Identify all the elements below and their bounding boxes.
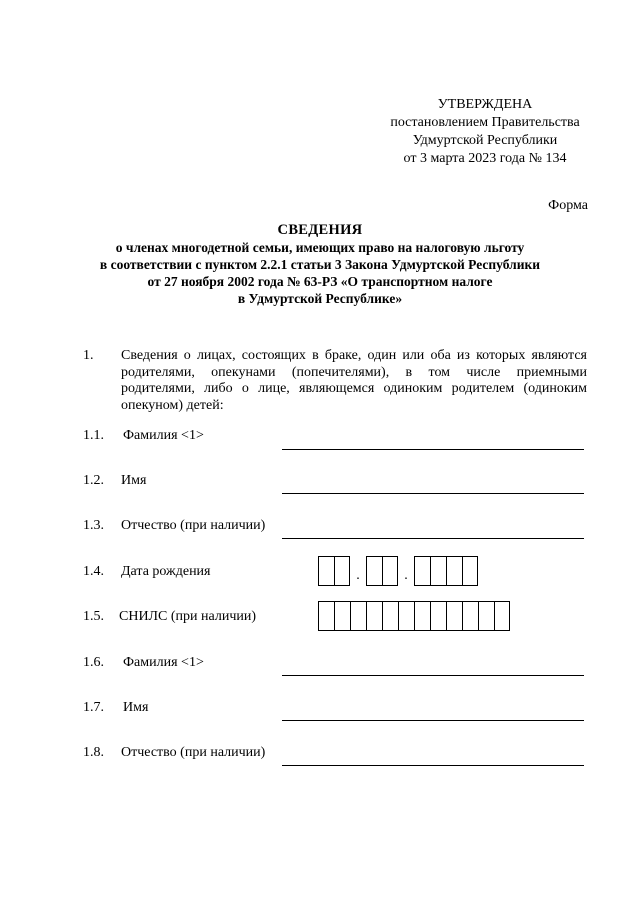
approval-line: постановлением Правительства xyxy=(390,115,580,130)
digit-box[interactable] xyxy=(462,601,478,631)
section-text-line: родителями, опекунами (попечителями), в том числе приемными xyxy=(121,364,587,380)
field-label-patronymic-2: Отчество (при наличии) xyxy=(121,745,266,760)
field-label-surname-2: Фамилия <1> xyxy=(123,655,204,670)
birthdate-year[interactable] xyxy=(414,556,478,586)
digit-box[interactable] xyxy=(462,556,478,586)
digit-box[interactable] xyxy=(446,556,462,586)
digit-box[interactable] xyxy=(414,556,430,586)
digit-box[interactable] xyxy=(334,601,350,631)
title-line: от 27 ноября 2002 года № 63-РЗ «О транспортном налоге xyxy=(147,274,493,289)
approval-date: от 3 марта 2023 года № 134 xyxy=(403,151,567,166)
name-input-line[interactable] xyxy=(282,493,584,494)
field-number: 1.2. xyxy=(83,473,104,488)
digit-box[interactable] xyxy=(430,556,446,586)
digit-box[interactable] xyxy=(414,601,430,631)
field-label-snils: СНИЛС (при наличии) xyxy=(119,609,257,624)
digit-box[interactable] xyxy=(494,601,510,631)
digit-box[interactable] xyxy=(446,601,462,631)
approval-line: Удмуртской Республики xyxy=(412,133,558,148)
section-text-line: Сведения о лицах, состоящих в браке, один или оба из которых являются xyxy=(121,348,587,363)
digit-box[interactable] xyxy=(318,556,334,586)
field-label-name: Имя xyxy=(121,473,147,488)
patronymic-input-line[interactable] xyxy=(282,538,584,539)
approval-title: УТВЕРЖДЕНА xyxy=(437,97,533,112)
surname-input-line[interactable] xyxy=(282,449,584,450)
digit-box[interactable] xyxy=(366,556,382,586)
document-title xyxy=(60,222,580,307)
field-label-birthdate: Дата рождения xyxy=(121,564,211,579)
form-label: Форма xyxy=(548,198,588,213)
date-separator: . xyxy=(404,568,408,583)
snils-digits[interactable] xyxy=(318,601,510,631)
field-number: 1.8. xyxy=(83,745,104,760)
birthdate-month[interactable] xyxy=(366,556,398,586)
field-number: 1.1. xyxy=(83,428,104,443)
field-number: 1.3. xyxy=(83,518,104,533)
birthdate-boxes[interactable] xyxy=(318,556,478,586)
digit-box[interactable] xyxy=(478,601,494,631)
field-number: 1.6. xyxy=(83,655,104,670)
title-line: в Удмуртской Республике» xyxy=(237,291,403,306)
snils-boxes[interactable] xyxy=(318,601,510,631)
digit-box[interactable] xyxy=(430,601,446,631)
date-separator: . xyxy=(356,568,360,583)
section-text xyxy=(121,348,587,414)
section-number: 1. xyxy=(83,348,94,363)
digit-box[interactable] xyxy=(350,601,366,631)
field-number: 1.7. xyxy=(83,700,104,715)
title-line: в соответствии с пунктом 2.2.1 статьи 3 Закона Удмуртской Республики xyxy=(99,257,541,272)
digit-box[interactable] xyxy=(334,556,350,586)
name-2-input-line[interactable] xyxy=(282,720,584,721)
digit-box[interactable] xyxy=(382,556,398,586)
section-text-line: опекуном) детей: xyxy=(121,397,224,413)
digit-box[interactable] xyxy=(318,601,334,631)
birthdate-day[interactable] xyxy=(318,556,350,586)
patronymic-2-input-line[interactable] xyxy=(282,765,584,766)
field-label-name-2: Имя xyxy=(123,700,149,715)
approval-block xyxy=(360,96,610,168)
title-line: о членах многодетной семьи, имеющих право на налоговую льготу xyxy=(115,240,525,255)
field-number: 1.4. xyxy=(83,564,104,579)
title-main: СВЕДЕНИЯ xyxy=(277,222,363,238)
section-text-line: родителями, либо о лице, являющемся одиноким родителем (одиноким xyxy=(121,381,587,396)
digit-box[interactable] xyxy=(398,601,414,631)
field-label-surname: Фамилия <1> xyxy=(123,428,204,443)
digit-box[interactable] xyxy=(366,601,382,631)
field-label-patronymic: Отчество (при наличии) xyxy=(121,518,266,533)
field-number: 1.5. xyxy=(83,609,104,624)
digit-box[interactable] xyxy=(382,601,398,631)
surname-2-input-line[interactable] xyxy=(282,675,584,676)
